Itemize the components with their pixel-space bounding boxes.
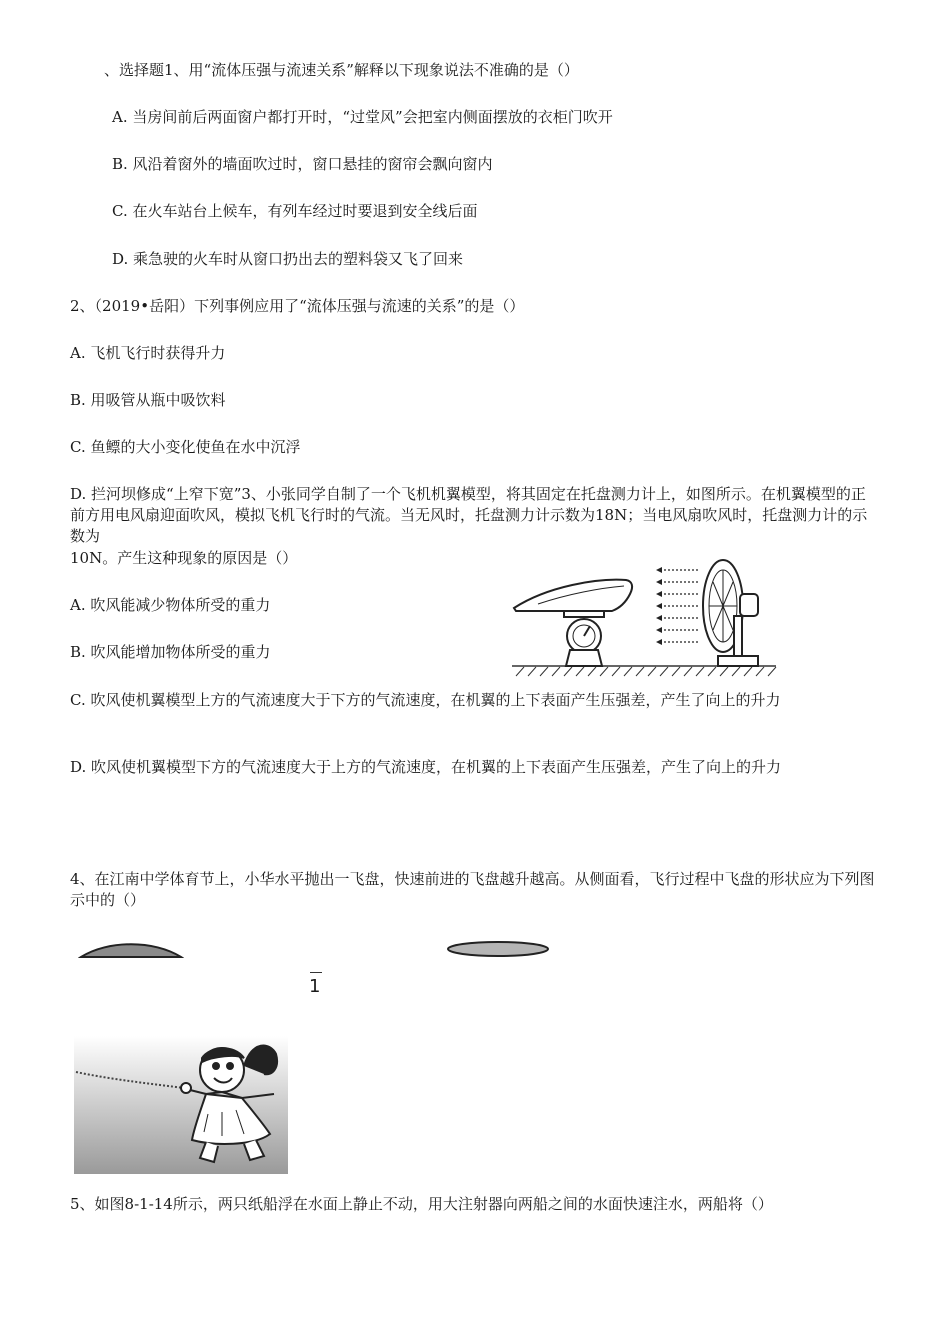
girl-throwing-frisbee-figure xyxy=(74,1036,288,1174)
wing-model-figure xyxy=(508,556,778,678)
q3-option-d: D. 吹风使机翼模型下方的气流速度大于上方的气流速度，在机翼的上下表面产生压强差，产生了向上的升力 xyxy=(70,758,782,776)
q5-stem: 5、如图8-1-14所示，两只纸船浮在水面上静止不动，用大注射器向两船之间的水面快速注水，两船将（） xyxy=(70,1195,773,1213)
wing-model xyxy=(514,580,632,617)
frisbee-shape-a xyxy=(78,938,184,962)
q3-option-b: B. 吹风能增加物体所受的重力 xyxy=(70,643,271,661)
q1-option-c: C. 在火车站台上候车，有列车经过时要退到安全线后面 xyxy=(112,202,478,220)
q2-option-b: B. 用吸管从瓶中吸饮料 xyxy=(70,391,226,409)
page-number-rule xyxy=(310,972,322,973)
q4-stem: 4、在江南中学体育节上，小华水平抛出一飞盘，快速前进的飞盘越升越高。从侧面看，飞行过程中飞盘的形状应为下列图示中的（） xyxy=(70,870,875,909)
ground-hatch xyxy=(512,666,776,676)
q2-stem: 2、（2019•岳阳）下列事例应用了“流体压强与流速的关系”的是（） xyxy=(70,297,525,315)
arrowheads xyxy=(656,567,662,645)
frisbee-shape-b xyxy=(444,938,552,960)
scale-icon xyxy=(566,619,602,666)
q1-option-d: D. 乘急驶的火车时从窗口扔出去的塑料袋又飞了回来 xyxy=(112,250,464,268)
q3-option-a: A. 吹风能减少物体所受的重力 xyxy=(70,596,271,614)
airflow-arrows xyxy=(660,570,698,642)
q3-stem-end: 10N。产生这种现象的原因是（） xyxy=(70,549,298,567)
q2-option-a: A. 飞机飞行时获得升力 xyxy=(70,344,226,362)
q3-option-c: C. 吹风使机翼模型上方的气流速度大于下方的气流速度，在机翼的上下表面产生压强差，产生了向上的升力 xyxy=(70,691,781,709)
q1-stem: 、选择题1、用“流体压强与流速关系”解释以下现象说法不准确的是（） xyxy=(104,61,579,79)
page-number: 1 xyxy=(309,976,321,997)
electric-fan-icon xyxy=(703,560,758,666)
q2-option-c: C. 鱼鳔的大小变化使鱼在水中沉浮 xyxy=(70,438,301,456)
q2-option-d-q3-stem: D. 拦河坝修成“上窄下宽”3、小张同学自制了一个飞机机翼模型，将其固定在托盘测力计上，如图所示。在机翼模型的正前方用电风扇迎面吹风，模拟飞机飞行时的气流。当无风时，托盘测力计示数为18N；当电风扇吹风时，托盘测力计的示数为 xyxy=(70,485,868,545)
q1-option-b: B. 风沿着窗外的墙面吹过时，窗口悬挂的窗帘会飘向窗内 xyxy=(112,155,493,173)
q1-option-a: A. 当房间前后两面窗户都打开时，“过堂风”会把室内侧面摆放的衣柜门吹开 xyxy=(112,108,613,126)
